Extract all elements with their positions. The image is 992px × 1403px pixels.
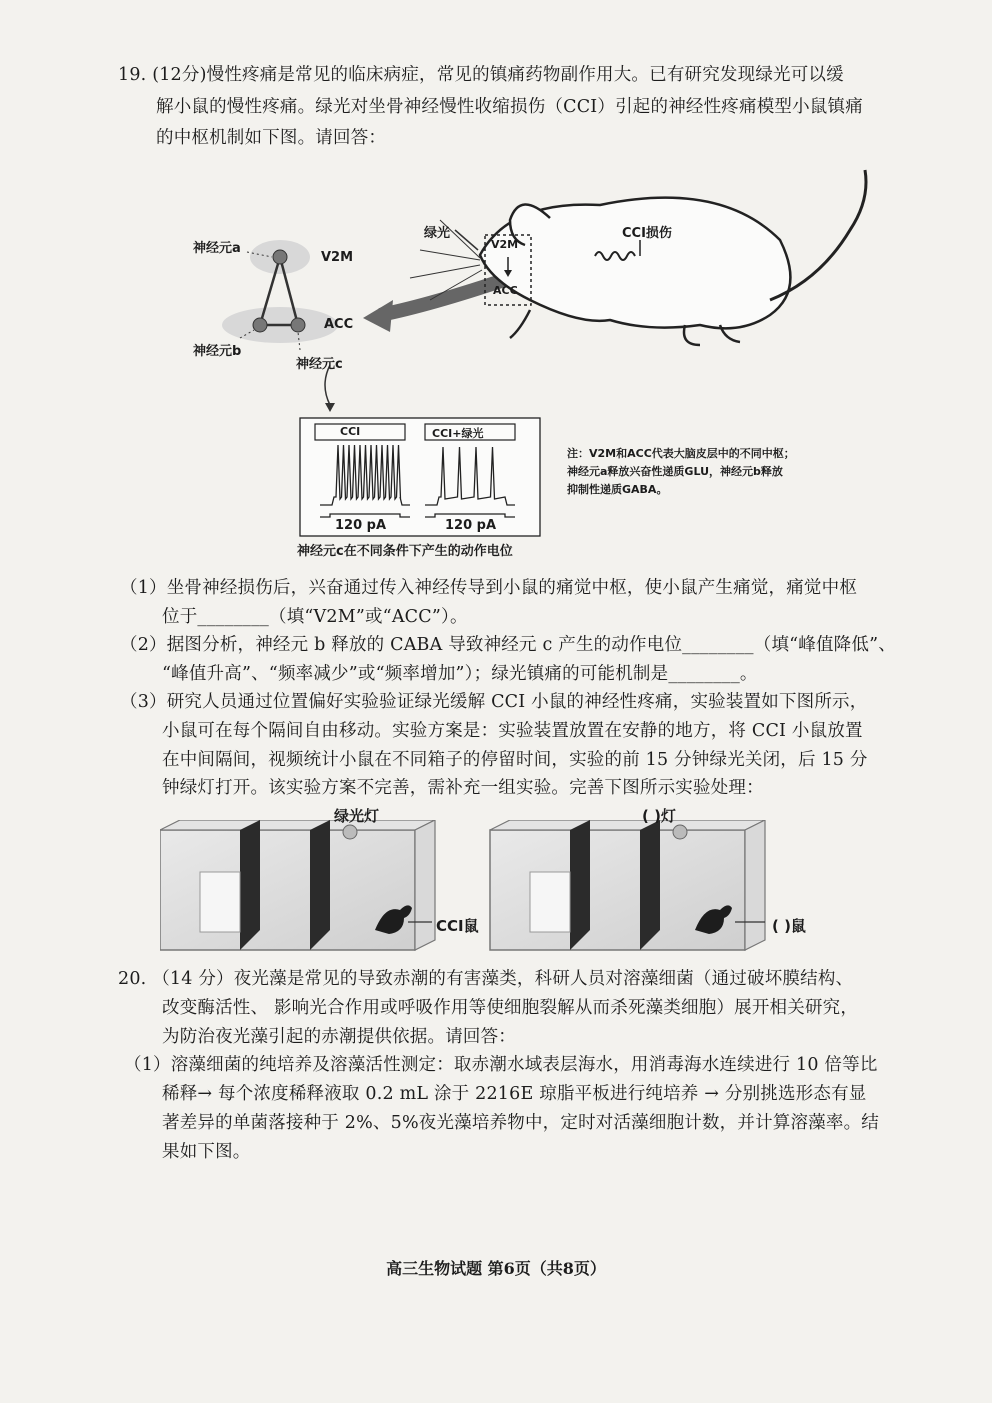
acc-label: ACC — [324, 317, 354, 332]
current-left-label: 120 pA — [335, 518, 387, 533]
q20-line-1: 20. （14 分）夜光藻是常见的导致赤潮的有害藻类，科研人员对溶藻细菌（通过破坏膜结构、 — [118, 969, 854, 989]
right-lamp-label: ( )灯 — [642, 807, 676, 825]
q20-line-2: 改变酶活性、 影响光合作用或呼吸作用等使细胞裂解从而杀死藻类细胞）展开相关研究， — [162, 998, 859, 1018]
q19-sub2-line-1: （2）据图分析，神经元 b 释放的 CABA 导致神经元 c 产生的动作电位________（填“峰值降低”、 — [120, 635, 896, 655]
q19-sub2-line-2: “峰值升高”、“频率减少”或“频率增加”）；绿光镇痛的可能机制是________。 — [162, 664, 758, 684]
q19-sub3-line-4: 钟绿灯打开。该实验方案不完善，需补充一组实验。完善下图所示实验处理： — [162, 778, 764, 798]
left-lamp-label: 绿光灯 — [334, 807, 380, 825]
q19-sub3-line-1: （3）研究人员通过位置偏好实验验证绿光缓解 CCI 小鼠的神经性疼痛，实验装置如下图所示， — [120, 692, 868, 712]
page-footer: 高三生物试题 第6页（共8页） — [386, 1259, 606, 1278]
neuron-b-label: 神经元b — [193, 344, 242, 359]
neural-circuit-figure — [180, 160, 880, 560]
left-lamp-bulb — [343, 825, 357, 839]
right-box — [490, 820, 765, 950]
current-right-label: 120 pA — [445, 518, 497, 533]
trace-caption: 神经元c在不同条件下产生的动作电位 — [297, 544, 513, 559]
figure-note-line-3: 抑制性递质GABA。 — [567, 483, 668, 496]
q20-sub1-line-4: 果如下图。 — [162, 1142, 251, 1162]
q19-sub1-line-1: （1）坐骨神经损伤后，兴奋通过传入神经传导到小鼠的痛觉中枢，使小鼠产生痛觉，痛觉中枢 — [120, 578, 858, 598]
right-lamp-bulb — [673, 825, 687, 839]
brain-box-acc: ACC — [493, 284, 518, 297]
right-mouse-label: ( )鼠 — [772, 917, 806, 935]
q20-sub1-line-2: 稀释→ 每个浓度稀释液取 0.2 mL 涂于 2216E 琼脂平板进行纯培养 → 分别挑选形态有显 — [162, 1084, 867, 1104]
left-mouse-label: CCI鼠 — [436, 917, 479, 935]
neuron-a-dot — [273, 250, 287, 264]
neuron-c-dot — [291, 318, 305, 332]
figure-note-line-1: 注：V2M和ACC代表大脑皮层中的不同中枢； — [567, 447, 795, 460]
trace-left-title: CCI — [340, 425, 361, 438]
q19-sub3-line-3: 在中间隔间，视频统计小鼠在不同箱子的停留时间，实验的前 15 分钟绿光关闭，后 15 分 — [162, 750, 868, 770]
figure-note-line-2: 神经元a释放兴奋性递质GLU，神经元b释放 — [567, 465, 783, 478]
cci-injury-label: CCI损伤 — [622, 226, 672, 241]
q19-line-2: 解小鼠的慢性疼痛。绿光对坐骨神经慢性收缩损伤（CCI）引起的神经性疼痛模型小鼠镇痛 — [156, 97, 863, 117]
green-light-beam — [455, 230, 478, 250]
trace-right-title: CCI+绿光 — [432, 427, 484, 440]
left-box — [160, 820, 435, 950]
q20-line-3: 为防治夜光藻引起的赤潮提供依据。请回答： — [162, 1027, 516, 1047]
q19-sub3-line-2: 小鼠可在每个隔间自由移动。实验方案是：实验装置放置在安静的地方，将 CCI 小鼠放置 — [162, 721, 863, 741]
v2m-label: V2M — [321, 250, 354, 265]
brain-box-v2m: V2M — [491, 238, 519, 251]
q19-line-1: 19. (12分)慢性疼痛是常见的临床病症，常见的镇痛药物副作用大。已有研究发现绿光可以缓 — [118, 65, 844, 85]
neuron-a-label: 神经元a — [193, 241, 241, 256]
neuron-b-dot — [253, 318, 267, 332]
green-light-label: 绿光 — [424, 226, 451, 241]
neuron-c-label: 神经元c — [296, 357, 343, 372]
q19-line-3: 的中枢机制如下图。请回答： — [156, 128, 387, 148]
q20-sub1-line-1: （1）溶藻细菌的纯培养及溶藻活性测定：取赤潮水域表层海水，用消毒海水连续进行 10 倍等比 — [124, 1055, 878, 1075]
preference-boxes-figure — [160, 820, 880, 960]
q19-sub1-line-2: 位于________（填“V2M”或“ACC”）。 — [162, 607, 468, 627]
q20-sub1-line-3: 著差异的单菌落接种于 2%、5%夜光藻培养物中，定时对活藻细胞计数，并计算溶藻率。结 — [162, 1113, 879, 1133]
arrow-to-brain — [363, 300, 393, 332]
